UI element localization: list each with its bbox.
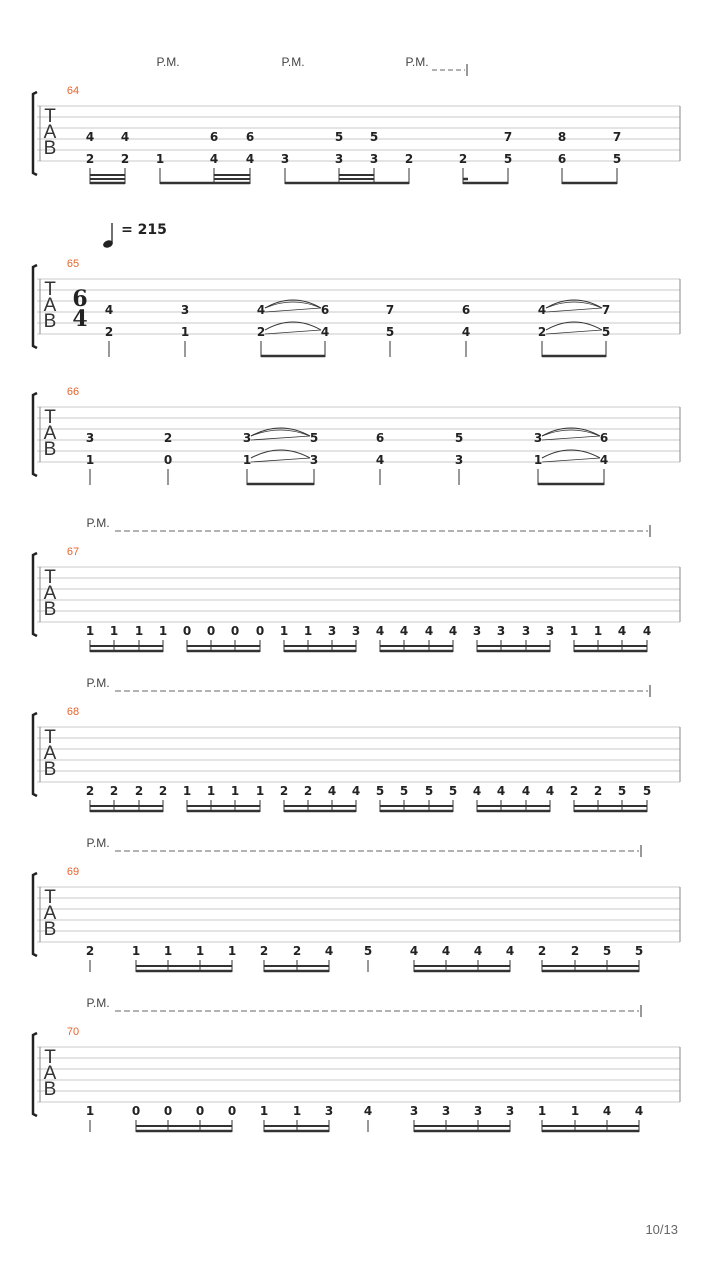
fret-number: 4 <box>441 944 451 958</box>
tab-letter-a: A <box>43 122 57 143</box>
fret-number: 1 <box>533 453 543 467</box>
fret-number: 0 <box>206 624 216 638</box>
fret-number: 1 <box>537 1104 547 1118</box>
fret-number: 1 <box>163 944 173 958</box>
measure-number: 64 <box>66 85 80 97</box>
fret-number: 1 <box>303 624 313 638</box>
fret-number: 7 <box>385 303 395 317</box>
fret-number: 2 <box>85 944 95 958</box>
fret-number: 3 <box>473 1104 483 1118</box>
fret-number: 6 <box>320 303 330 317</box>
fret-number: 5 <box>612 152 622 166</box>
fret-number: 1 <box>230 784 240 798</box>
fret-number: 1 <box>227 944 237 958</box>
fret-number: 5 <box>601 325 611 339</box>
fret-number: 2 <box>279 784 289 798</box>
fret-number: 5 <box>448 784 458 798</box>
fret-number: 1 <box>158 624 168 638</box>
fret-number: 3 <box>242 431 252 445</box>
fret-number: 4 <box>375 453 385 467</box>
fret-number: 2 <box>404 152 414 166</box>
fret-number: 5 <box>602 944 612 958</box>
fret-number: 5 <box>399 784 409 798</box>
fret-number: 2 <box>120 152 130 166</box>
fret-number: 0 <box>182 624 192 638</box>
tab-letter-a: A <box>43 1063 57 1084</box>
fret-number: 1 <box>195 944 205 958</box>
fret-number: 5 <box>617 784 627 798</box>
fret-number: 3 <box>180 303 190 317</box>
fret-number: 5 <box>363 944 373 958</box>
slide-line <box>251 458 310 462</box>
fret-number: 4 <box>85 130 95 144</box>
system-measure-68 <box>33 676 680 812</box>
fret-number: 4 <box>496 784 506 798</box>
fret-number: 4 <box>324 944 334 958</box>
system-measure-70 <box>33 996 680 1132</box>
fret-number: 3 <box>521 624 531 638</box>
fret-number: 4 <box>327 784 337 798</box>
fret-number: 2 <box>109 784 119 798</box>
tab-letter-b: B <box>43 1079 57 1100</box>
fret-number: 1 <box>134 624 144 638</box>
fret-number: 3 <box>409 1104 419 1118</box>
system-measure-65 <box>33 222 680 357</box>
fret-number: 4 <box>424 624 434 638</box>
fret-number: 1 <box>593 624 603 638</box>
system-bracket <box>33 1033 37 1116</box>
fret-number: 3 <box>327 624 337 638</box>
palm-mute-label: P.M. <box>86 516 110 530</box>
tab-letter-a: A <box>43 583 57 604</box>
slur-inner <box>251 430 310 436</box>
fret-number: 2 <box>85 784 95 798</box>
fret-number: 2 <box>593 784 603 798</box>
slide-line <box>542 458 600 462</box>
fret-number: 7 <box>601 303 611 317</box>
fret-number: 5 <box>369 130 379 144</box>
fret-number: 5 <box>642 784 652 798</box>
fret-number: 2 <box>158 784 168 798</box>
time-signature-bottom: 4 <box>72 306 88 332</box>
fret-number: 4 <box>505 944 515 958</box>
fret-number: 4 <box>399 624 409 638</box>
fret-number: 3 <box>441 1104 451 1118</box>
tab-letter-t: T <box>44 407 56 428</box>
fret-number: 0 <box>163 453 173 467</box>
slide-line <box>546 330 602 334</box>
fret-number: 4 <box>256 303 266 317</box>
fret-number: 2 <box>259 944 269 958</box>
fret-number: 4 <box>545 784 555 798</box>
fret-number: 4 <box>521 784 531 798</box>
fret-number: 0 <box>195 1104 205 1118</box>
fret-number: 1 <box>279 624 289 638</box>
fret-number: 1 <box>109 624 119 638</box>
measure-number: 68 <box>66 706 80 718</box>
system-bracket <box>33 393 37 476</box>
fret-number: 4 <box>599 453 609 467</box>
fret-number: 4 <box>375 624 385 638</box>
fret-number: 4 <box>351 784 361 798</box>
fret-number: 7 <box>503 130 513 144</box>
fret-number: 2 <box>537 325 547 339</box>
fret-number: 1 <box>570 1104 580 1118</box>
fret-number: 4 <box>472 784 482 798</box>
fret-number: 2 <box>570 944 580 958</box>
fret-number: 1 <box>206 784 216 798</box>
tab-letter-t: T <box>44 887 56 908</box>
fret-number: 0 <box>227 1104 237 1118</box>
fret-number: 1 <box>292 1104 302 1118</box>
tab-letter-b: B <box>43 138 57 159</box>
fret-number: 8 <box>557 130 567 144</box>
tab-letter-a: A <box>43 903 57 924</box>
fret-number: 4 <box>537 303 547 317</box>
fret-number: 5 <box>503 152 513 166</box>
fret-number: 4 <box>209 152 219 166</box>
fret-number: 1 <box>242 453 252 467</box>
fret-number: 1 <box>569 624 579 638</box>
fret-number: 3 <box>351 624 361 638</box>
tempo-marking: = 215 <box>121 222 167 238</box>
fret-number: 2 <box>458 152 468 166</box>
tab-letter-t: T <box>44 567 56 588</box>
fret-number: 3 <box>496 624 506 638</box>
fret-number: 6 <box>599 431 609 445</box>
fret-number: 4 <box>104 303 114 317</box>
measure-number: 69 <box>66 866 80 878</box>
fret-number: 4 <box>448 624 458 638</box>
fret-number: 3 <box>545 624 555 638</box>
page-number: 10/13 <box>645 1222 678 1237</box>
fret-number: 5 <box>385 325 395 339</box>
tab-letter-a: A <box>43 423 57 444</box>
slide-line <box>265 308 321 312</box>
system-bracket <box>33 92 37 175</box>
system-bracket <box>33 873 37 956</box>
fret-number: 0 <box>163 1104 173 1118</box>
system-measure-69 <box>33 836 680 972</box>
fret-number: 2 <box>537 944 547 958</box>
fret-number: 3 <box>280 152 290 166</box>
tab-letter-t: T <box>44 1047 56 1068</box>
fret-number: 2 <box>256 325 266 339</box>
slide-line <box>542 436 600 440</box>
tab-letter-b: B <box>43 311 57 332</box>
fret-number: 6 <box>461 303 471 317</box>
fret-number: 2 <box>303 784 313 798</box>
fret-number: 3 <box>454 453 464 467</box>
tab-letter-a: A <box>43 295 57 316</box>
fret-number: 4 <box>363 1104 373 1118</box>
fret-number: 4 <box>120 130 130 144</box>
fret-number: 0 <box>131 1104 141 1118</box>
fret-number: 4 <box>245 152 255 166</box>
fret-number: 2 <box>292 944 302 958</box>
fret-number: 1 <box>259 1104 269 1118</box>
fret-number: 1 <box>180 325 190 339</box>
system-bracket <box>33 265 37 348</box>
tab-letter-b: B <box>43 919 57 940</box>
measure-number: 65 <box>66 258 80 270</box>
fret-number: 6 <box>209 130 219 144</box>
fret-number: 4 <box>409 944 419 958</box>
fret-number: 1 <box>182 784 192 798</box>
system-measure-66 <box>33 386 680 485</box>
fret-number: 0 <box>255 624 265 638</box>
fret-number: 3 <box>505 1104 515 1118</box>
fret-number: 5 <box>309 431 319 445</box>
slide-line <box>546 308 602 312</box>
slur-inner <box>546 302 602 308</box>
fret-number: 4 <box>473 944 483 958</box>
fret-number: 3 <box>369 152 379 166</box>
fret-number: 4 <box>461 325 471 339</box>
system-bracket <box>33 553 37 636</box>
fret-number: 2 <box>104 325 114 339</box>
palm-mute-label: P.M. <box>86 836 110 850</box>
time-signature-top: 6 <box>72 286 88 312</box>
palm-mute-label: P.M. <box>156 55 180 69</box>
fret-number: 1 <box>85 624 95 638</box>
slur-inner <box>265 302 321 308</box>
fret-number: 1 <box>155 152 165 166</box>
fret-number: 3 <box>533 431 543 445</box>
palm-mute-label: P.M. <box>86 996 110 1010</box>
fret-number: 4 <box>617 624 627 638</box>
fret-number: 4 <box>320 325 330 339</box>
fret-number: 4 <box>602 1104 612 1118</box>
fret-number: 1 <box>85 1104 95 1118</box>
fret-number: 2 <box>163 431 173 445</box>
fret-number: 1 <box>85 453 95 467</box>
fret-number: 3 <box>309 453 319 467</box>
tab-letter-b: B <box>43 439 57 460</box>
tab-letter-t: T <box>44 279 56 300</box>
fret-number: 3 <box>472 624 482 638</box>
fret-number: 6 <box>245 130 255 144</box>
fret-number: 2 <box>569 784 579 798</box>
fret-number: 5 <box>454 431 464 445</box>
system-bracket <box>33 713 37 796</box>
measure-number: 67 <box>66 546 80 558</box>
slur-inner <box>542 430 600 436</box>
fret-number: 5 <box>424 784 434 798</box>
fret-number: 2 <box>85 152 95 166</box>
fret-number: 1 <box>255 784 265 798</box>
fret-number: 3 <box>85 431 95 445</box>
fret-number: 3 <box>334 152 344 166</box>
fret-number: 2 <box>134 784 144 798</box>
tab-letter-t: T <box>44 727 56 748</box>
measure-number: 66 <box>66 386 80 398</box>
fret-number: 6 <box>375 431 385 445</box>
fret-number: 6 <box>557 152 567 166</box>
fret-number: 1 <box>131 944 141 958</box>
fret-number: 5 <box>375 784 385 798</box>
measure-number: 70 <box>66 1026 80 1038</box>
system-measure-64 <box>33 55 680 184</box>
slide-line <box>251 436 310 440</box>
palm-mute-label: P.M. <box>281 55 305 69</box>
fret-number: 5 <box>634 944 644 958</box>
fret-number: 5 <box>334 130 344 144</box>
tab-letter-t: T <box>44 106 56 127</box>
tab-letter-b: B <box>43 759 57 780</box>
fret-number: 0 <box>230 624 240 638</box>
fret-number: 4 <box>634 1104 644 1118</box>
tab-letter-a: A <box>43 743 57 764</box>
fret-number: 7 <box>612 130 622 144</box>
palm-mute-label: P.M. <box>86 676 110 690</box>
slide-line <box>265 330 321 334</box>
fret-number: 3 <box>324 1104 334 1118</box>
system-measure-67 <box>33 516 680 652</box>
tab-letter-b: B <box>43 599 57 620</box>
palm-mute-label: P.M. <box>405 55 429 69</box>
fret-number: 4 <box>642 624 652 638</box>
